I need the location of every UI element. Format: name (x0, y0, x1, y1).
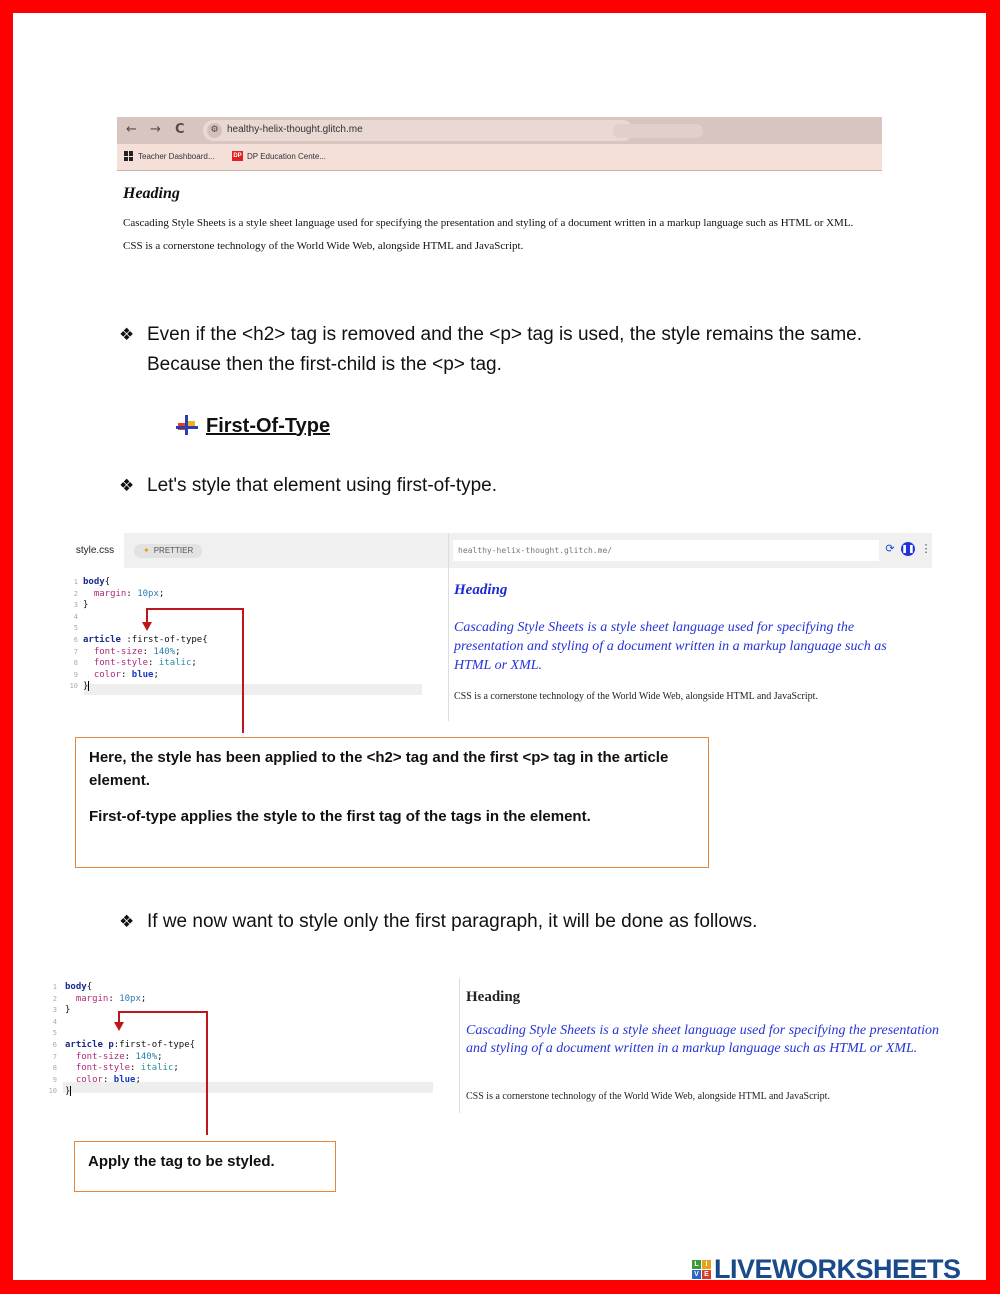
bullet-point (119, 320, 899, 382)
dashboard-grid-icon (124, 151, 134, 161)
prettier-button[interactable] (134, 544, 202, 558)
callout-text: Here, the style has been applied to the <h2> tag and the first <p> tag in the article element. (89, 749, 669, 789)
section-heading (176, 411, 330, 441)
page-paragraph: Cascading Style Sheets is a style sheet language used for specifying the presentation and styling of a document written in a markup language such as HTML or XML. (123, 217, 854, 229)
site-settings-icon[interactable]: ⚙ (207, 123, 222, 138)
bullet-diamond-icon: ❖ (119, 476, 135, 496)
prettier-label: PRETTIER (153, 546, 194, 555)
preview-paragraph: CSS is a cornerstone technology of the World Wide Web, alongside HTML and JavaScript. (466, 1091, 830, 1102)
bookmark-teacher-dashboard[interactable] (124, 151, 215, 161)
pointer-arrowhead (114, 1022, 124, 1031)
pushpin-icon (176, 415, 198, 437)
pointer-arrow-line (118, 1011, 208, 1013)
forward-arrow-icon[interactable]: → (150, 122, 161, 137)
bullet-diamond-icon: ❖ (119, 912, 135, 932)
pointer-arrow-line (146, 608, 148, 622)
bullet-text: Let's style that element using first-of-type. (147, 475, 498, 496)
bookmarks-bar (117, 144, 882, 171)
preview-heading: Heading (454, 582, 508, 598)
pointer-arrow-line (242, 608, 244, 733)
dp-logo-icon: DP (233, 153, 242, 159)
callout-box (74, 1141, 336, 1192)
bullet-text: Even if the <h2> tag is removed and the <p> tag is used, the style remains the same. Because then the first-child is the <p> tag. (147, 324, 863, 375)
more-menu-icon[interactable]: ⋮ (920, 542, 932, 555)
refresh-icon[interactable]: ⟳ (885, 542, 895, 555)
page-paragraph: CSS is a cornerstone technology of the World Wide Web, alongside HTML and JavaScript. (123, 240, 524, 252)
section-heading-text: First-Of-Type (206, 414, 331, 437)
preview-heading: Heading (466, 989, 521, 1005)
preview-url[interactable]: healthy-helix-thought.glitch.me/ (453, 540, 879, 561)
liveworksheets-logo (692, 1254, 988, 1284)
back-arrow-icon[interactable]: ← (126, 122, 137, 137)
editor-screenshot-2 (45, 978, 945, 1113)
pane-divider (459, 978, 460, 1113)
bullet-diamond-icon: ❖ (119, 325, 135, 345)
preview-paragraph: CSS is a cornerstone technology of the World Wide Web, alongside HTML and JavaScript. (454, 691, 818, 702)
bookmark-label: DP Education Cente... (247, 151, 327, 161)
address-bar[interactable] (203, 120, 633, 141)
bullet-text: If we now want to style only the first paragraph, it will be done as follows. (147, 911, 758, 932)
browser-screenshot-1 (117, 117, 882, 267)
pointer-arrowhead (142, 622, 152, 631)
callout-text: Apply the tag to be styled. (88, 1153, 275, 1170)
pointer-arrow-line (206, 1011, 208, 1135)
reload-icon[interactable]: C (175, 122, 185, 137)
callout-box (75, 737, 709, 868)
preview-paragraph-styled: Cascading Style Sheets is a style sheet language used for specifying the presentation and styling of a document written in a markup language such as HTML or XML. (454, 620, 887, 673)
bullet-point (119, 907, 879, 937)
code-editor[interactable]: 1 body{ 2 margin: 10px; 3 } 4 5 6 article :first-of-type{ 7 font-size: 140%; 8 font-style: italic; 9 color: blue; 10 } (69, 577, 208, 692)
preview-paragraph-styled: Cascading Style Sheets is a style sheet language used for specifying the presentation and styling of a document written in a markup language such as HTML or XML. (466, 1023, 940, 1056)
pointer-arrow-line (146, 608, 244, 610)
callout-text: First-of-type applies the style to the first tag of the tags in the element. (89, 808, 591, 825)
editor-screenshot-1 (66, 533, 932, 721)
address-text: healthy-helix-thought.glitch.me (227, 124, 363, 135)
code-editor[interactable]: 1 body{ 2 margin: 10px; 3 } 4 5 6 article p:first-of-type{ 7 font-size: 140%; 8 font-style: italic; 9 color: blue; 10 } (48, 982, 196, 1097)
bookmark-label: Teacher Dashboard... (138, 151, 215, 161)
preview-urlbar (449, 533, 932, 568)
bullet-point (119, 471, 819, 501)
pause-icon[interactable]: ❚❚ (901, 542, 915, 556)
logo-blocks-icon: L I V E (692, 1260, 711, 1279)
file-tab[interactable]: style.css (66, 533, 124, 568)
bookmark-dp-education[interactable] (232, 151, 326, 161)
sparkle-icon: ✦ (143, 546, 150, 555)
address-bar-pill (613, 124, 703, 138)
logo-text: LIVEWORKSHEETS (714, 1253, 961, 1284)
editor-tabbar (66, 533, 448, 568)
page-heading: Heading (123, 185, 180, 202)
browser-toolbar (117, 117, 882, 144)
